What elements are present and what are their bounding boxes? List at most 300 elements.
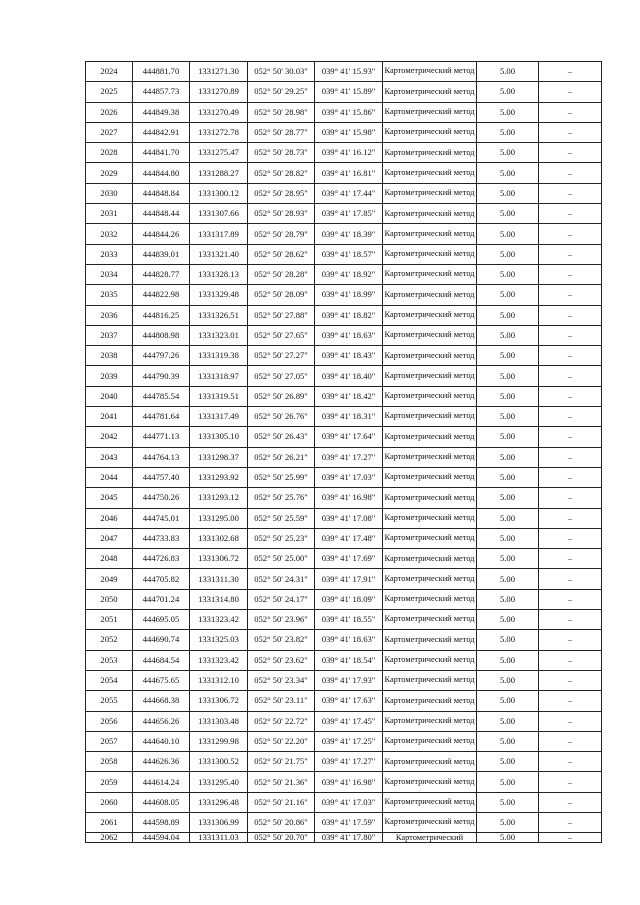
- method-cell: Картометрический метод: [383, 102, 477, 122]
- table-row: [86, 366, 602, 386]
- method-cell: Картометрический метод: [383, 447, 477, 467]
- table-row: [86, 467, 602, 487]
- note-cell: –: [539, 427, 602, 447]
- table-row: [86, 122, 602, 142]
- accuracy-cell: 5.00: [477, 346, 539, 366]
- latitude-cell: 052° 50' 27.05": [248, 366, 315, 386]
- accuracy-cell: 5.00: [477, 102, 539, 122]
- table-row: [86, 691, 602, 711]
- longitude-cell: 039° 41' 15.93": [315, 62, 383, 82]
- method-cell: Картометрический метод: [383, 589, 477, 609]
- point-number-cell: 2040: [86, 386, 133, 406]
- accuracy-cell: 5.00: [477, 82, 539, 102]
- latitude-cell: 052° 50' 25.00": [248, 549, 315, 569]
- table-row: [86, 163, 602, 183]
- longitude-cell: 039° 41' 17.93": [315, 670, 383, 690]
- note-cell: –: [539, 325, 602, 345]
- x-coordinate-cell: 444726.83: [133, 549, 190, 569]
- y-coordinate-cell: 1331307.66: [190, 204, 248, 224]
- y-coordinate-cell: 1331317.49: [190, 407, 248, 427]
- x-coordinate-cell: 444881.70: [133, 62, 190, 82]
- method-cell: Картометрический метод: [383, 122, 477, 142]
- y-coordinate-cell: 1331270.49: [190, 102, 248, 122]
- accuracy-cell: 5.00: [477, 508, 539, 528]
- y-coordinate-cell: 1331272.78: [190, 122, 248, 142]
- latitude-cell: 052° 50' 22.72": [248, 711, 315, 731]
- point-number-cell: 2043: [86, 447, 133, 467]
- x-coordinate-cell: 444841.70: [133, 143, 190, 163]
- accuracy-cell: 5.00: [477, 772, 539, 792]
- longitude-cell: 039° 41' 16.81": [315, 163, 383, 183]
- table-row: [86, 102, 602, 122]
- y-coordinate-cell: 1331293.92: [190, 467, 248, 487]
- y-coordinate-cell: 1331321.40: [190, 244, 248, 264]
- point-number-cell: 2049: [86, 569, 133, 589]
- point-number-cell: 2054: [86, 670, 133, 690]
- longitude-cell: 039° 41' 17.08": [315, 508, 383, 528]
- method-cell: Картометрический метод: [383, 183, 477, 203]
- longitude-cell: 039° 41' 17.64": [315, 427, 383, 447]
- point-number-cell: 2024: [86, 62, 133, 82]
- table-row: [86, 549, 602, 569]
- method-cell: Картометрический метод: [383, 244, 477, 264]
- longitude-cell: 039° 41' 16.98": [315, 772, 383, 792]
- y-coordinate-cell: 1331323.42: [190, 650, 248, 670]
- x-coordinate-cell: 444790.39: [133, 366, 190, 386]
- x-coordinate-cell: 444764.13: [133, 447, 190, 467]
- x-coordinate-cell: 444745.01: [133, 508, 190, 528]
- latitude-cell: 052° 50' 26.43": [248, 427, 315, 447]
- method-cell: Картометрический метод: [383, 731, 477, 751]
- note-cell: –: [539, 670, 602, 690]
- longitude-cell: 039° 41' 18.09": [315, 589, 383, 609]
- x-coordinate-cell: 444690.74: [133, 630, 190, 650]
- table-row: [86, 528, 602, 548]
- latitude-cell: 052° 50' 22.20": [248, 731, 315, 751]
- note-cell: –: [539, 366, 602, 386]
- table-row: [86, 610, 602, 630]
- accuracy-cell: 5.00: [477, 670, 539, 690]
- table-row: [86, 224, 602, 244]
- accuracy-cell: 5.00: [477, 285, 539, 305]
- x-coordinate-cell: 444822.98: [133, 285, 190, 305]
- point-number-cell: 2062: [86, 833, 133, 843]
- x-coordinate-cell: 444808.98: [133, 325, 190, 345]
- longitude-cell: 039° 41' 18.63": [315, 630, 383, 650]
- point-number-cell: 2034: [86, 264, 133, 284]
- method-cell: Картометрический метод: [383, 752, 477, 772]
- latitude-cell: 052° 50' 28.77": [248, 122, 315, 142]
- note-cell: –: [539, 264, 602, 284]
- x-coordinate-cell: 444849.38: [133, 102, 190, 122]
- point-number-cell: 2058: [86, 752, 133, 772]
- table-row: [86, 62, 602, 82]
- point-number-cell: 2038: [86, 346, 133, 366]
- point-number-cell: 2031: [86, 204, 133, 224]
- y-coordinate-cell: 1331319.51: [190, 386, 248, 406]
- note-cell: –: [539, 589, 602, 609]
- longitude-cell: 039° 41' 15.89": [315, 82, 383, 102]
- method-cell: Картометрический метод: [383, 224, 477, 244]
- y-coordinate-cell: 1331317.89: [190, 224, 248, 244]
- accuracy-cell: 5.00: [477, 589, 539, 609]
- latitude-cell: 052° 50' 24.31": [248, 569, 315, 589]
- latitude-cell: 052° 50' 26.21": [248, 447, 315, 467]
- accuracy-cell: 5.00: [477, 569, 539, 589]
- table-row: [86, 833, 602, 843]
- y-coordinate-cell: 1331312.10: [190, 670, 248, 690]
- longitude-cell: 039° 41' 18.43": [315, 346, 383, 366]
- point-number-cell: 2045: [86, 488, 133, 508]
- table-row: [86, 143, 602, 163]
- latitude-cell: 052° 50' 21.75": [248, 752, 315, 772]
- longitude-cell: 039° 41' 18.63": [315, 325, 383, 345]
- table-row: [86, 386, 602, 406]
- point-number-cell: 2039: [86, 366, 133, 386]
- note-cell: –: [539, 102, 602, 122]
- x-coordinate-cell: 444656.26: [133, 711, 190, 731]
- longitude-cell: 039° 41' 17.80": [315, 833, 383, 843]
- latitude-cell: 052° 50' 25.23": [248, 528, 315, 548]
- point-number-cell: 2028: [86, 143, 133, 163]
- table-row: [86, 325, 602, 345]
- note-cell: –: [539, 508, 602, 528]
- x-coordinate-cell: 444640.10: [133, 731, 190, 751]
- table-row: [86, 82, 602, 102]
- x-coordinate-cell: 444684.54: [133, 650, 190, 670]
- y-coordinate-cell: 1331300.52: [190, 752, 248, 772]
- accuracy-cell: 5.00: [477, 812, 539, 832]
- point-number-cell: 2061: [86, 812, 133, 832]
- note-cell: –: [539, 204, 602, 224]
- latitude-cell: 052° 50' 20.70": [248, 833, 315, 843]
- accuracy-cell: 5.00: [477, 792, 539, 812]
- y-coordinate-cell: 1331319.38: [190, 346, 248, 366]
- latitude-cell: 052° 50' 25.76": [248, 488, 315, 508]
- accuracy-cell: 5.00: [477, 143, 539, 163]
- note-cell: –: [539, 772, 602, 792]
- y-coordinate-cell: 1331303.48: [190, 711, 248, 731]
- method-cell: Картометрический метод: [383, 528, 477, 548]
- accuracy-cell: 5.00: [477, 427, 539, 447]
- method-cell: Картометрический: [383, 833, 477, 843]
- accuracy-cell: 5.00: [477, 610, 539, 630]
- longitude-cell: 039° 41' 18.42": [315, 386, 383, 406]
- point-number-cell: 2053: [86, 650, 133, 670]
- table-row: [86, 183, 602, 203]
- accuracy-cell: 5.00: [477, 691, 539, 711]
- note-cell: –: [539, 569, 602, 589]
- x-coordinate-cell: 444695.05: [133, 610, 190, 630]
- point-number-cell: 2025: [86, 82, 133, 102]
- longitude-cell: 039° 41' 18.57": [315, 244, 383, 264]
- y-coordinate-cell: 1331298.37: [190, 447, 248, 467]
- note-cell: –: [539, 528, 602, 548]
- latitude-cell: 052° 50' 28.73": [248, 143, 315, 163]
- x-coordinate-cell: 444785.54: [133, 386, 190, 406]
- method-cell: Картометрический метод: [383, 670, 477, 690]
- table-row: [86, 305, 602, 325]
- accuracy-cell: 5.00: [477, 325, 539, 345]
- latitude-cell: 052° 50' 21.36": [248, 772, 315, 792]
- table-row: [86, 630, 602, 650]
- y-coordinate-cell: 1331306.72: [190, 549, 248, 569]
- note-cell: –: [539, 305, 602, 325]
- x-coordinate-cell: 444701.24: [133, 589, 190, 609]
- latitude-cell: 052° 50' 27.88": [248, 305, 315, 325]
- method-cell: Картометрический метод: [383, 163, 477, 183]
- note-cell: –: [539, 812, 602, 832]
- x-coordinate-cell: 444848.44: [133, 204, 190, 224]
- longitude-cell: 039° 41' 18.39": [315, 224, 383, 244]
- latitude-cell: 052° 50' 28.09": [248, 285, 315, 305]
- y-coordinate-cell: 1331328.13: [190, 264, 248, 284]
- table-row: [86, 711, 602, 731]
- latitude-cell: 052° 50' 23.11": [248, 691, 315, 711]
- accuracy-cell: 5.00: [477, 122, 539, 142]
- method-cell: Картометрический метод: [383, 549, 477, 569]
- table-row: [86, 264, 602, 284]
- accuracy-cell: 5.00: [477, 630, 539, 650]
- accuracy-cell: 5.00: [477, 731, 539, 751]
- table-row: [86, 508, 602, 528]
- note-cell: –: [539, 183, 602, 203]
- point-number-cell: 2026: [86, 102, 133, 122]
- method-cell: Картометрический метод: [383, 772, 477, 792]
- table-row: [86, 589, 602, 609]
- method-cell: Картометрический метод: [383, 467, 477, 487]
- x-coordinate-cell: 444816.25: [133, 305, 190, 325]
- longitude-cell: 039° 41' 18.40": [315, 366, 383, 386]
- latitude-cell: 052° 50' 21.16": [248, 792, 315, 812]
- table-row: [86, 244, 602, 264]
- method-cell: Картометрический метод: [383, 143, 477, 163]
- method-cell: Картометрический метод: [383, 650, 477, 670]
- x-coordinate-cell: 444844.26: [133, 224, 190, 244]
- longitude-cell: 039° 41' 17.85": [315, 204, 383, 224]
- point-number-cell: 2046: [86, 508, 133, 528]
- point-number-cell: 2047: [86, 528, 133, 548]
- point-number-cell: 2059: [86, 772, 133, 792]
- accuracy-cell: 5.00: [477, 650, 539, 670]
- method-cell: Картометрический метод: [383, 386, 477, 406]
- method-cell: Картометрический метод: [383, 812, 477, 832]
- latitude-cell: 052° 50' 28.95": [248, 183, 315, 203]
- accuracy-cell: 5.00: [477, 224, 539, 244]
- x-coordinate-cell: 444598.89: [133, 812, 190, 832]
- longitude-cell: 039° 41' 16.12": [315, 143, 383, 163]
- x-coordinate-cell: 444757.40: [133, 467, 190, 487]
- note-cell: –: [539, 610, 602, 630]
- y-coordinate-cell: 1331295.40: [190, 772, 248, 792]
- latitude-cell: 052° 50' 27.27": [248, 346, 315, 366]
- latitude-cell: 052° 50' 28.28": [248, 264, 315, 284]
- note-cell: –: [539, 62, 602, 82]
- y-coordinate-cell: 1331296.48: [190, 792, 248, 812]
- x-coordinate-cell: 444848.84: [133, 183, 190, 203]
- longitude-cell: 039° 41' 18.31": [315, 407, 383, 427]
- method-cell: Картометрический метод: [383, 407, 477, 427]
- method-cell: Картометрический метод: [383, 508, 477, 528]
- latitude-cell: 052° 50' 25.59": [248, 508, 315, 528]
- y-coordinate-cell: 1331306.72: [190, 691, 248, 711]
- point-number-cell: 2035: [86, 285, 133, 305]
- note-cell: –: [539, 407, 602, 427]
- y-coordinate-cell: 1331318.97: [190, 366, 248, 386]
- accuracy-cell: 5.00: [477, 528, 539, 548]
- y-coordinate-cell: 1331306.99: [190, 812, 248, 832]
- accuracy-cell: 5.00: [477, 264, 539, 284]
- note-cell: –: [539, 244, 602, 264]
- x-coordinate-cell: 444857.73: [133, 82, 190, 102]
- method-cell: Картометрический метод: [383, 792, 477, 812]
- method-cell: Картометрический метод: [383, 691, 477, 711]
- accuracy-cell: 5.00: [477, 183, 539, 203]
- accuracy-cell: 5.00: [477, 488, 539, 508]
- point-number-cell: 2057: [86, 731, 133, 751]
- y-coordinate-cell: 1331295.00: [190, 508, 248, 528]
- point-number-cell: 2048: [86, 549, 133, 569]
- accuracy-cell: 5.00: [477, 244, 539, 264]
- note-cell: –: [539, 731, 602, 751]
- method-cell: Картометрический метод: [383, 264, 477, 284]
- longitude-cell: 039° 41' 17.03": [315, 467, 383, 487]
- accuracy-cell: 5.00: [477, 549, 539, 569]
- longitude-cell: 039° 41' 17.27": [315, 447, 383, 467]
- longitude-cell: 039° 41' 17.91": [315, 569, 383, 589]
- longitude-cell: 039° 41' 17.59": [315, 812, 383, 832]
- longitude-cell: 039° 41' 15.98": [315, 122, 383, 142]
- point-number-cell: 2051: [86, 610, 133, 630]
- accuracy-cell: 5.00: [477, 204, 539, 224]
- note-cell: –: [539, 488, 602, 508]
- method-cell: Картометрический метод: [383, 82, 477, 102]
- latitude-cell: 052° 50' 28.82": [248, 163, 315, 183]
- table-row: [86, 204, 602, 224]
- method-cell: Картометрический метод: [383, 346, 477, 366]
- note-cell: –: [539, 467, 602, 487]
- latitude-cell: 052° 50' 23.82": [248, 630, 315, 650]
- x-coordinate-cell: 444626.36: [133, 752, 190, 772]
- x-coordinate-cell: 444842.91: [133, 122, 190, 142]
- method-cell: Картометрический метод: [383, 711, 477, 731]
- latitude-cell: 052° 50' 30.03": [248, 62, 315, 82]
- table-row: [86, 427, 602, 447]
- y-coordinate-cell: 1331302.68: [190, 528, 248, 548]
- y-coordinate-cell: 1331271.30: [190, 62, 248, 82]
- longitude-cell: 039° 41' 18.82": [315, 305, 383, 325]
- longitude-cell: 039° 41' 17.44": [315, 183, 383, 203]
- note-cell: –: [539, 650, 602, 670]
- coordinates-table: [85, 61, 602, 843]
- longitude-cell: 039° 41' 16.98": [315, 488, 383, 508]
- point-number-cell: 2052: [86, 630, 133, 650]
- accuracy-cell: 5.00: [477, 407, 539, 427]
- longitude-cell: 039° 41' 17.25": [315, 731, 383, 751]
- latitude-cell: 052° 50' 23.96": [248, 610, 315, 630]
- x-coordinate-cell: 444668.38: [133, 691, 190, 711]
- method-cell: Картометрический метод: [383, 610, 477, 630]
- latitude-cell: 052° 50' 24.17": [248, 589, 315, 609]
- x-coordinate-cell: 444675.65: [133, 670, 190, 690]
- accuracy-cell: 5.00: [477, 447, 539, 467]
- accuracy-cell: 5.00: [477, 366, 539, 386]
- accuracy-cell: 5.00: [477, 163, 539, 183]
- table-row: [86, 812, 602, 832]
- note-cell: –: [539, 224, 602, 244]
- latitude-cell: 052° 50' 20.86": [248, 812, 315, 832]
- y-coordinate-cell: 1331270.89: [190, 82, 248, 102]
- latitude-cell: 052° 50' 29.25": [248, 82, 315, 102]
- accuracy-cell: 5.00: [477, 305, 539, 325]
- latitude-cell: 052° 50' 27.65": [248, 325, 315, 345]
- latitude-cell: 052° 50' 25.99": [248, 467, 315, 487]
- longitude-cell: 039° 41' 18.55": [315, 610, 383, 630]
- y-coordinate-cell: 1331300.12: [190, 183, 248, 203]
- point-number-cell: 2044: [86, 467, 133, 487]
- table-row: [86, 346, 602, 366]
- table-row: [86, 407, 602, 427]
- y-coordinate-cell: 1331311.03: [190, 833, 248, 843]
- note-cell: –: [539, 630, 602, 650]
- y-coordinate-cell: 1331293.12: [190, 488, 248, 508]
- method-cell: Картометрический метод: [383, 488, 477, 508]
- latitude-cell: 052° 50' 26.89": [248, 386, 315, 406]
- point-number-cell: 2056: [86, 711, 133, 731]
- method-cell: Картометрический метод: [383, 366, 477, 386]
- method-cell: Картометрический метод: [383, 285, 477, 305]
- y-coordinate-cell: 1331305.10: [190, 427, 248, 447]
- point-number-cell: 2033: [86, 244, 133, 264]
- table-row: [86, 285, 602, 305]
- method-cell: Картометрический метод: [383, 305, 477, 325]
- point-number-cell: 2036: [86, 305, 133, 325]
- table-row: [86, 752, 602, 772]
- accuracy-cell: 5.00: [477, 752, 539, 772]
- longitude-cell: 039° 41' 15.86": [315, 102, 383, 122]
- table-row: [86, 447, 602, 467]
- note-cell: –: [539, 122, 602, 142]
- table-row: [86, 650, 602, 670]
- note-cell: –: [539, 143, 602, 163]
- y-coordinate-cell: 1331323.01: [190, 325, 248, 345]
- point-number-cell: 2041: [86, 407, 133, 427]
- method-cell: Картометрический метод: [383, 325, 477, 345]
- note-cell: –: [539, 82, 602, 102]
- table-row: [86, 488, 602, 508]
- latitude-cell: 052° 50' 28.62": [248, 244, 315, 264]
- note-cell: –: [539, 711, 602, 731]
- longitude-cell: 039° 41' 17.45": [315, 711, 383, 731]
- note-cell: –: [539, 691, 602, 711]
- note-cell: –: [539, 386, 602, 406]
- latitude-cell: 052° 50' 26.76": [248, 407, 315, 427]
- table-row: [86, 792, 602, 812]
- y-coordinate-cell: 1331325.03: [190, 630, 248, 650]
- note-cell: –: [539, 752, 602, 772]
- latitude-cell: 052° 50' 23.34": [248, 670, 315, 690]
- accuracy-cell: 5.00: [477, 711, 539, 731]
- method-cell: Картометрический метод: [383, 62, 477, 82]
- point-number-cell: 2050: [86, 589, 133, 609]
- point-number-cell: 2042: [86, 427, 133, 447]
- latitude-cell: 052° 50' 28.98": [248, 102, 315, 122]
- method-cell: Картометрический метод: [383, 204, 477, 224]
- longitude-cell: 039° 41' 18.99": [315, 285, 383, 305]
- x-coordinate-cell: 444750.26: [133, 488, 190, 508]
- note-cell: –: [539, 346, 602, 366]
- x-coordinate-cell: 444828.77: [133, 264, 190, 284]
